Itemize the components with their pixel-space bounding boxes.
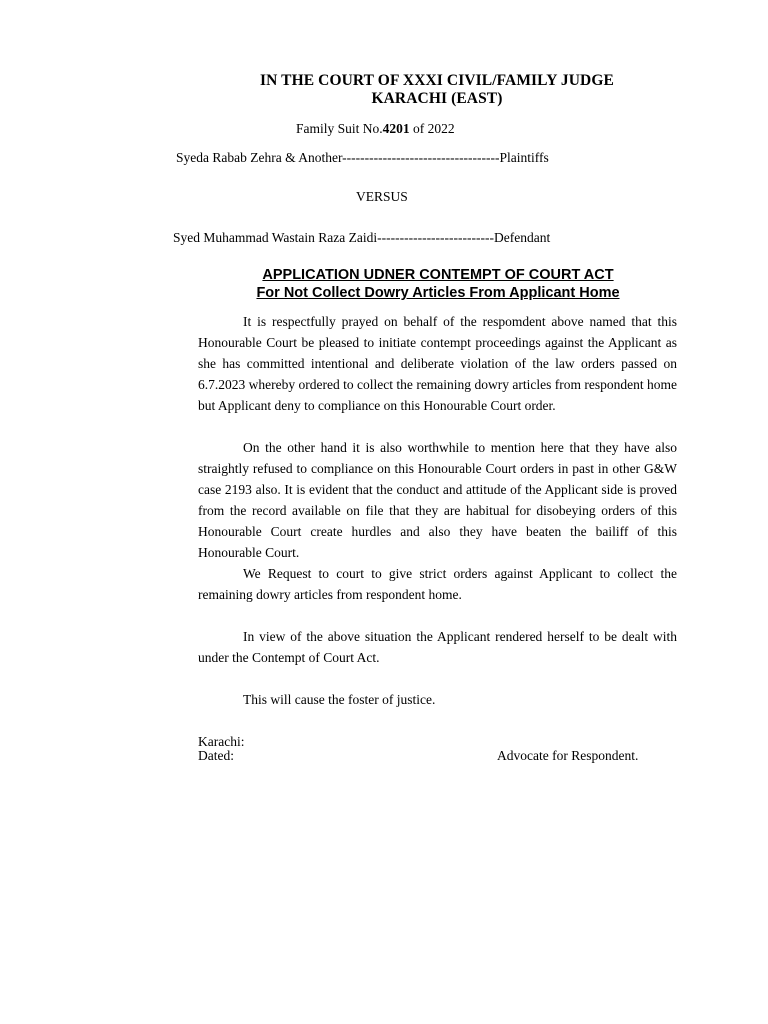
paragraph-text: We Request to court to give strict orders against Applicant to collect the remaining dowry articles from respondent home. [198, 566, 677, 602]
court-location: KARACHI (EAST) [371, 90, 503, 107]
suit-year: of 2022 [409, 121, 455, 136]
body-paragraph [198, 689, 677, 710]
paragraph-text: It is respectfully prayed on behalf of the respomdent above named that this Honourable Court be pleased to initiate contempt proceedings against the Applicant as she has committed intentional and deliberate violation of the law orders passed on 6.7.2023 whereby ordered to collect the remaining dowry articles from respondent home but Applicant deny to compliance on this Honourable Court order. [198, 314, 677, 413]
suit-number-line [296, 121, 455, 137]
body-paragraph [198, 437, 677, 563]
suit-prefix: Family Suit No. [296, 121, 383, 136]
paragraph-text: On the other hand it is also worthwhile to mention here that they have also straightly refused to compliance on this Honourable Court orders in past in other G&W case 2193 also. It is evident that the conduct and attitude of the Applicant side is proved from the record available on file that they are habitual for disobeying orders of this Honourable Court create hurdles and also they have beaten the bailiff of this Honourable Court. [198, 440, 677, 560]
application-title: APPLICATION UDNER CONTEMPT OF COURT ACT [262, 267, 614, 283]
application-subtitle: For Not Collect Dowry Articles From Applicant Home [256, 285, 620, 301]
dated-label: Dated: [198, 748, 234, 763]
body-paragraph [198, 563, 677, 605]
body-paragraph [198, 311, 677, 416]
paragraph-text: This will cause the foster of justice. [243, 692, 436, 707]
suit-number: 4201 [382, 121, 410, 136]
advocate-signature-label: Advocate for Respondent. [497, 748, 639, 763]
paragraph-text: In view of the above situation the Applicant rendered herself to be dealt with under the Contempt of Court Act. [198, 629, 677, 665]
defendant-line: Syed Muhammad Wastain Raza Zaidi--------------------------Defendant [173, 230, 551, 245]
versus-label: VERSUS [356, 189, 408, 204]
place-label: Karachi: [198, 734, 245, 749]
body-paragraph [198, 626, 677, 668]
plaintiffs-line: Syeda Rabab Zehra & Another-----------------------------------Plaintiffs [176, 150, 549, 165]
court-name: IN THE COURT OF XXXI CIVIL/FAMILY JUDGE [260, 72, 614, 89]
